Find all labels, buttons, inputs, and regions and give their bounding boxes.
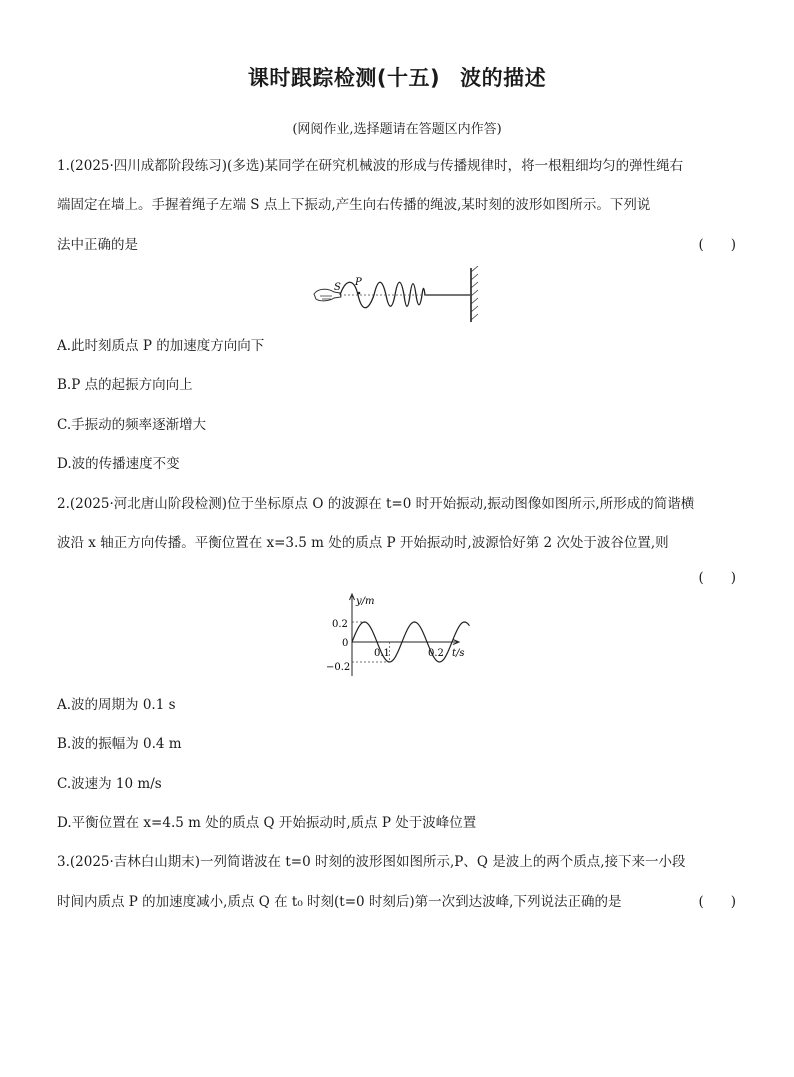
q2-option-c: C.波速为 10 m/s <box>57 776 162 792</box>
q1-option-b: B.P 点的起振方向向上 <box>57 377 193 393</box>
title-topic: 波的描述 <box>460 66 547 90</box>
q2-stem-line-2: 波沿 x 轴正方向传播。平衡位置在 x=3.5 m 处的质点 P 开始振动时,波源恰好第 2 次处于波谷位置,则 <box>57 535 669 551</box>
label-p: P <box>355 277 362 288</box>
point-p <box>358 292 361 295</box>
x-axis-label: t/s <box>452 648 465 659</box>
q1-option-d: D.波的传播速度不变 <box>57 456 180 472</box>
q2-answer-bracket: ( ) <box>698 570 736 586</box>
y-axis-label: y/m <box>356 596 375 607</box>
q1-stem-line-2: 端固定在墙上。手握着绳子左端 S 点上下振动,产生向右传播的绳波,某时刻的波形如图所示。下列说 <box>57 197 651 213</box>
page-title <box>0 62 794 92</box>
q2-stem-line-1: 2.(2025·河北唐山阶段检测)位于坐标原点 O 的波源在 t=0 时开始振动,振动图像如图所示,所形成的简谐横 <box>57 496 695 512</box>
q1-stem-line-3: 法中正确的是 <box>57 237 138 253</box>
y-tick-label-pos: 0.2 <box>332 619 348 630</box>
x-tick-label-0-1: 0.1 <box>374 648 390 659</box>
q2-option-d: D.平衡位置在 x=4.5 m 处的质点 Q 开始振动时,质点 P 处于波峰位置 <box>57 815 477 831</box>
label-s: S <box>334 282 341 293</box>
x-tick-label-0-2: 0.2 <box>428 648 444 659</box>
title-main: 课时跟踪检测(十五) <box>247 66 441 90</box>
q2-option-b: B.波的振幅为 0.4 m <box>57 736 182 752</box>
q1-rope-wave-figure <box>310 266 490 326</box>
q3-answer-bracket: ( ) <box>698 894 736 910</box>
page-subtitle: (网阅作业,选择题请在答题区内作答) <box>292 122 502 137</box>
q3-stem-line-2: 时间内质点 P 的加速度减小,质点 Q 在 t₀ 时刻(t=0 时刻后)第一次到达波峰,下列说法正确的是 <box>57 894 622 910</box>
q3-stem-line-1: 3.(2025·吉林白山期末)一列简谐波在 t=0 时刻的波形图如图所示,P、Q 是波上的两个质点,接下来一小段 <box>57 854 686 870</box>
q1-stem-line-1: 1.(2025·四川成都阶段练习)(多选)某同学在研究机械波的形成与传播规律时，将一根粗细均匀的弹性绳右 <box>57 158 684 174</box>
wall <box>471 266 478 322</box>
q1-answer-bracket: ( ) <box>698 237 736 253</box>
q1-option-a: A.此时刻质点 P 的加速度方向向下 <box>57 338 265 354</box>
y-tick-label-neg: −0.2 <box>326 662 351 673</box>
q2-option-a: A.波的周期为 0.1 s <box>57 697 176 713</box>
origin-label: 0 <box>342 638 349 649</box>
q2-vibration-graph <box>320 590 480 680</box>
q1-option-c: C.手振动的频率逐渐增大 <box>57 417 207 433</box>
